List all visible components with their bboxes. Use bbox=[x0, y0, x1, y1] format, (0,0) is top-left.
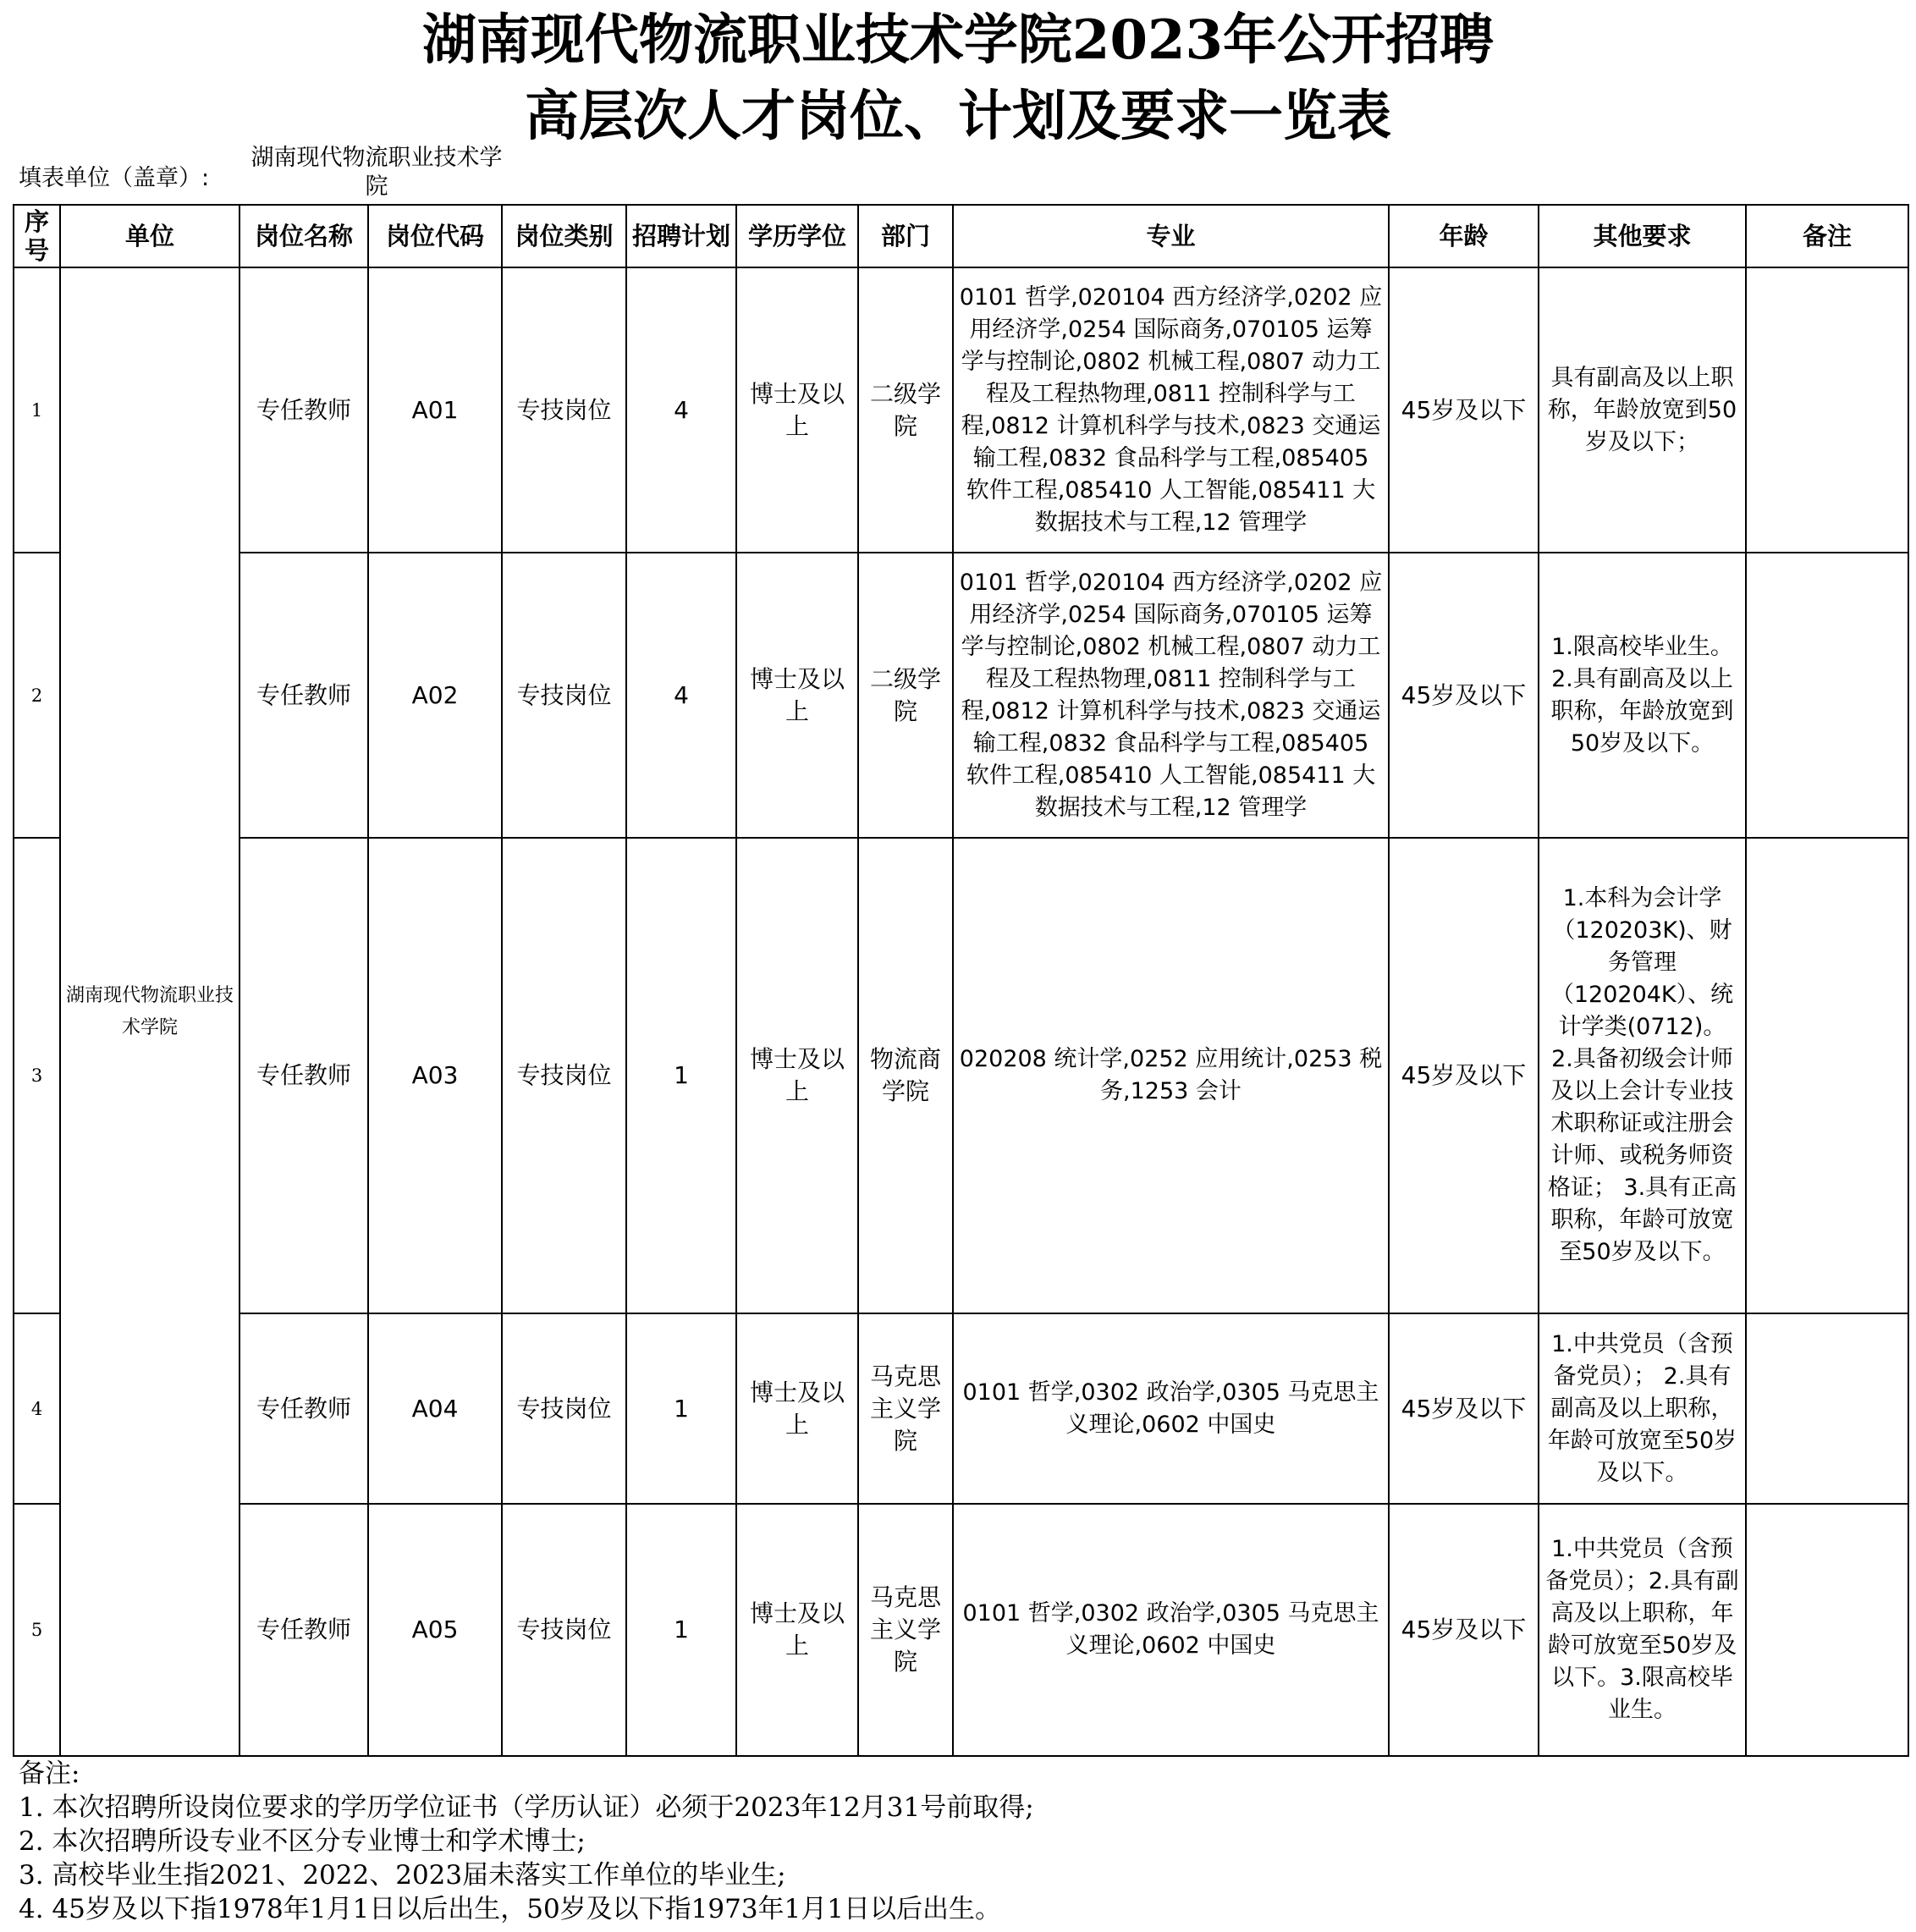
cell-category: 专技岗位 bbox=[502, 1313, 626, 1504]
header-remark: 备注 bbox=[1746, 205, 1908, 267]
header-code: 岗位代码 bbox=[368, 205, 502, 267]
cell-other: 1.中共党员（含预备党员）；2.具有副高及以上职称，年龄可放宽至50岁及以下。3.限高校毕业生。 bbox=[1539, 1504, 1746, 1756]
header-department: 部门 bbox=[858, 205, 953, 267]
table-row bbox=[14, 838, 1908, 1313]
page-title-line1: 湖南现代物流职业技术学院2023年公开招聘 bbox=[421, 8, 1495, 72]
header-seq: 序号 bbox=[14, 205, 60, 267]
note-item: 3. 高校毕业生指2021、2022、2023届未落实工作单位的毕业生; bbox=[19, 1860, 786, 1891]
cell-code: A05 bbox=[368, 1504, 502, 1756]
cell-code: A01 bbox=[368, 267, 502, 553]
cell-seq: 3 bbox=[14, 838, 60, 1313]
cell-age: 45岁及以下 bbox=[1389, 1504, 1539, 1756]
cell-age: 45岁及以下 bbox=[1389, 838, 1539, 1313]
cell-plan: 1 bbox=[626, 838, 736, 1313]
header-age: 年龄 bbox=[1389, 205, 1539, 267]
notes-section bbox=[19, 1757, 1897, 1926]
fill-unit-label: 填表单位（盖章）: bbox=[19, 165, 210, 191]
fill-unit-value: 湖南现代物流职业技术学院 bbox=[251, 145, 503, 200]
cell-major: 0101 哲学,0302 政治学,0305 马克思主义理论,0602 中国史 bbox=[953, 1313, 1389, 1504]
cell-major: 0101 哲学,020104 西方经济学,0202 应用经济学,0254 国际商务,070105 运筹学与控制论,0802 机械工程,0807 动力工程及工程热物理,0811 控制科学与工程,0812 计算机科学与技术,0823 交通运输工程,0832 食品科学与工程,085405 软件工程,085410 人工智能,085411 大数据技术与工程,12 管理学 bbox=[953, 553, 1389, 838]
header-plan: 招聘计划 bbox=[626, 205, 736, 267]
table-row bbox=[14, 1504, 1908, 1756]
cell-seq: 5 bbox=[14, 1504, 60, 1756]
cell-position: 专任教师 bbox=[240, 267, 368, 553]
table-row bbox=[14, 1313, 1908, 1504]
note-item: 4. 45岁及以下指1978年1月1日以后出生，50岁及以下指1973年1月1日以后出生。 bbox=[19, 1894, 1001, 1924]
cell-category: 专技岗位 bbox=[502, 1504, 626, 1756]
cell-major: 0101 哲学,0302 政治学,0305 马克思主义理论,0602 中国史 bbox=[953, 1504, 1389, 1756]
cell-remark bbox=[1746, 553, 1908, 838]
header-position: 岗位名称 bbox=[240, 205, 368, 267]
cell-other: 1.中共党员（含预备党员）； 2.具有副高及以上职称，年龄可放宽至50岁及以下。 bbox=[1539, 1313, 1746, 1504]
cell-seq: 1 bbox=[14, 267, 60, 553]
cell-major: 0101 哲学,020104 西方经济学,0202 应用经济学,0254 国际商务,070105 运筹学与控制论,0802 机械工程,0807 动力工程及工程热物理,0811 控制科学与工程,0812 计算机科学与技术,0823 交通运输工程,0832 食品科学与工程,085405 软件工程,085410 人工智能,085411 大数据技术与工程,12 管理学 bbox=[953, 267, 1389, 553]
page-title-line2: 高层次人才岗位、计划及要求一览表 bbox=[525, 85, 1391, 148]
cell-plan: 1 bbox=[626, 1313, 736, 1504]
header-category: 岗位类别 bbox=[502, 205, 626, 267]
cell-plan: 4 bbox=[626, 267, 736, 553]
cell-position: 专任教师 bbox=[240, 838, 368, 1313]
cell-degree: 博士及以上 bbox=[736, 553, 858, 838]
cell-remark bbox=[1746, 838, 1908, 1313]
cell-age: 45岁及以下 bbox=[1389, 267, 1539, 553]
cell-category: 专技岗位 bbox=[502, 838, 626, 1313]
cell-position: 专任教师 bbox=[240, 553, 368, 838]
header-other: 其他要求 bbox=[1539, 205, 1746, 267]
cell-unit: 湖南现代物流职业技术学院 bbox=[60, 267, 240, 1756]
notes-heading: 备注: bbox=[19, 1759, 80, 1789]
cell-other: 具有副高及以上职称，年龄放宽到50岁及以下； bbox=[1539, 267, 1746, 553]
cell-department: 二级学院 bbox=[858, 267, 953, 553]
cell-seq: 4 bbox=[14, 1313, 60, 1504]
table-header-row bbox=[14, 205, 1908, 267]
cell-department: 二级学院 bbox=[858, 553, 953, 838]
cell-degree: 博士及以上 bbox=[736, 267, 858, 553]
cell-major: 020208 统计学,0252 应用统计,0253 税务,1253 会计 bbox=[953, 838, 1389, 1313]
cell-code: A04 bbox=[368, 1313, 502, 1504]
cell-department: 物流商学院 bbox=[858, 838, 953, 1313]
header-degree: 学历学位 bbox=[736, 205, 858, 267]
cell-age: 45岁及以下 bbox=[1389, 553, 1539, 838]
cell-plan: 4 bbox=[626, 553, 736, 838]
cell-age: 45岁及以下 bbox=[1389, 1313, 1539, 1504]
cell-degree: 博士及以上 bbox=[736, 1504, 858, 1756]
cell-degree: 博士及以上 bbox=[736, 1313, 858, 1504]
cell-code: A02 bbox=[368, 553, 502, 838]
cell-plan: 1 bbox=[626, 1504, 736, 1756]
recruitment-table bbox=[13, 204, 1909, 1757]
cell-position: 专任教师 bbox=[240, 1504, 368, 1756]
cell-seq: 2 bbox=[14, 553, 60, 838]
table-row bbox=[14, 553, 1908, 838]
cell-category: 专技岗位 bbox=[502, 553, 626, 838]
cell-position: 专任教师 bbox=[240, 1313, 368, 1504]
cell-remark bbox=[1746, 1504, 1908, 1756]
table-row bbox=[14, 267, 1908, 553]
note-item: 1. 本次招聘所设岗位要求的学历学位证书（学历认证）必须于2023年12月31号前取得; bbox=[19, 1792, 1034, 1823]
cell-department: 马克思主义学院 bbox=[858, 1504, 953, 1756]
cell-remark bbox=[1746, 267, 1908, 553]
cell-remark bbox=[1746, 1313, 1908, 1504]
cell-other: 1.限高校毕业生。2.具有副高及以上职称，年龄放宽到50岁及以下。 bbox=[1539, 553, 1746, 838]
note-item: 2. 本次招聘所设专业不区分专业博士和学术博士; bbox=[19, 1826, 586, 1857]
cell-code: A03 bbox=[368, 838, 502, 1313]
cell-other: 1.本科为会计学（120203K)、财务管理（120204K）、统计学类(0712)。 2.具备初级会计师及以上会计专业技术职称证或注册会计师、或税务师资格证； 3.具有正高职称，年龄可放宽至50岁及以下。 bbox=[1539, 838, 1746, 1313]
cell-department: 马克思主义学院 bbox=[858, 1313, 953, 1504]
header-major: 专业 bbox=[953, 205, 1389, 267]
cell-category: 专技岗位 bbox=[502, 267, 626, 553]
cell-degree: 博士及以上 bbox=[736, 838, 858, 1313]
header-unit: 单位 bbox=[60, 205, 240, 267]
